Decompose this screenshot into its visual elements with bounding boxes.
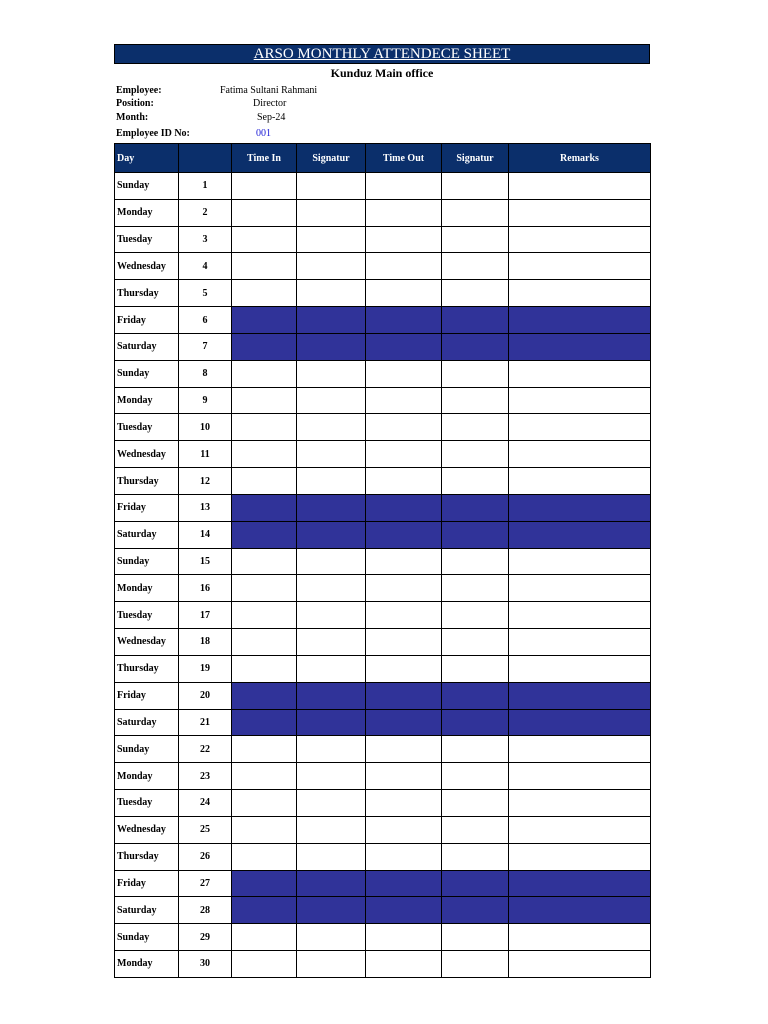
- time-in-cell[interactable]: [232, 709, 297, 736]
- table-row: [115, 629, 651, 656]
- table-row: [115, 816, 651, 843]
- time-in-cell[interactable]: [232, 870, 297, 897]
- signature-in-cell[interactable]: [297, 414, 366, 441]
- day-number-cell: 21: [179, 709, 232, 736]
- time-out-cell[interactable]: [366, 468, 442, 495]
- time-in-cell[interactable]: [232, 682, 297, 709]
- signature-out-cell[interactable]: [442, 468, 509, 495]
- time-out-cell[interactable]: [366, 924, 442, 951]
- day-number-cell: 17: [179, 602, 232, 629]
- table-row: [115, 253, 651, 280]
- signature-in-cell[interactable]: [297, 494, 366, 521]
- table-row: [115, 763, 651, 790]
- day-name-cell: Friday: [115, 870, 179, 897]
- signature-in-cell[interactable]: [297, 602, 366, 629]
- table-row: [115, 468, 651, 495]
- day-name-cell: Saturday: [115, 709, 179, 736]
- day-name-cell: Tuesday: [115, 414, 179, 441]
- day-name-cell: Thursday: [115, 468, 179, 495]
- day-number-cell: 7: [179, 333, 232, 360]
- time-out-cell[interactable]: [366, 709, 442, 736]
- table-row: [115, 360, 651, 387]
- time-out-cell[interactable]: [366, 816, 442, 843]
- table-row: [115, 226, 651, 253]
- table-row: [115, 494, 651, 521]
- day-number-cell: 14: [179, 521, 232, 548]
- remarks-cell[interactable]: [509, 307, 651, 334]
- day-number-cell: 25: [179, 816, 232, 843]
- signature-in-cell[interactable]: [297, 843, 366, 870]
- time-out-cell[interactable]: [366, 199, 442, 226]
- day-name-cell: Wednesday: [115, 816, 179, 843]
- time-in-cell[interactable]: [232, 468, 297, 495]
- time-out-cell[interactable]: [366, 655, 442, 682]
- signature-in-cell[interactable]: [297, 307, 366, 334]
- remarks-cell[interactable]: [509, 226, 651, 253]
- column-header-signature-out: Signatur: [442, 144, 509, 173]
- table-row: [115, 333, 651, 360]
- signature-in-cell[interactable]: [297, 468, 366, 495]
- day-number-cell: 18: [179, 629, 232, 656]
- day-name-cell: Saturday: [115, 333, 179, 360]
- table-row: [115, 521, 651, 548]
- time-in-cell[interactable]: [232, 897, 297, 924]
- table-row: [115, 387, 651, 414]
- day-number-cell: 19: [179, 655, 232, 682]
- signature-in-cell[interactable]: [297, 629, 366, 656]
- column-header-signature-in: Signatur: [297, 144, 366, 173]
- remarks-cell[interactable]: [509, 843, 651, 870]
- position-value: Director: [253, 98, 287, 109]
- signature-out-cell[interactable]: [442, 655, 509, 682]
- signature-out-cell[interactable]: [442, 843, 509, 870]
- signature-out-cell[interactable]: [442, 709, 509, 736]
- time-out-cell[interactable]: [366, 307, 442, 334]
- table-row: [115, 655, 651, 682]
- day-number-cell: 3: [179, 226, 232, 253]
- remarks-cell[interactable]: [509, 575, 651, 602]
- signature-out-cell[interactable]: [442, 951, 509, 978]
- day-name-cell: Thursday: [115, 655, 179, 682]
- remarks-cell[interactable]: [509, 387, 651, 414]
- signature-out-cell[interactable]: [442, 521, 509, 548]
- time-in-cell[interactable]: [232, 816, 297, 843]
- day-number-cell: 6: [179, 307, 232, 334]
- remarks-cell[interactable]: [509, 548, 651, 575]
- time-in-cell[interactable]: [232, 736, 297, 763]
- signature-out-cell[interactable]: [442, 763, 509, 790]
- day-number-cell: 26: [179, 843, 232, 870]
- employee-id-label: Employee ID No:: [116, 128, 190, 139]
- day-number-cell: 22: [179, 736, 232, 763]
- table-row: [115, 199, 651, 226]
- day-name-cell: Monday: [115, 575, 179, 602]
- time-out-cell[interactable]: [366, 360, 442, 387]
- table-row: [115, 414, 651, 441]
- day-number-cell: 1: [179, 173, 232, 200]
- remarks-cell[interactable]: [509, 790, 651, 817]
- remarks-cell[interactable]: [509, 173, 651, 200]
- remarks-cell[interactable]: [509, 602, 651, 629]
- remarks-cell[interactable]: [509, 494, 651, 521]
- time-in-cell[interactable]: [232, 441, 297, 468]
- day-name-cell: Friday: [115, 494, 179, 521]
- time-out-cell[interactable]: [366, 333, 442, 360]
- signature-in-cell[interactable]: [297, 441, 366, 468]
- signature-in-cell[interactable]: [297, 655, 366, 682]
- day-number-cell: 12: [179, 468, 232, 495]
- time-out-cell[interactable]: [366, 790, 442, 817]
- remarks-cell[interactable]: [509, 870, 651, 897]
- signature-out-cell[interactable]: [442, 629, 509, 656]
- remarks-cell[interactable]: [509, 360, 651, 387]
- signature-out-cell[interactable]: [442, 736, 509, 763]
- time-in-cell[interactable]: [232, 360, 297, 387]
- remarks-cell[interactable]: [509, 709, 651, 736]
- day-number-cell: 5: [179, 280, 232, 307]
- table-row: [115, 548, 651, 575]
- signature-out-cell[interactable]: [442, 790, 509, 817]
- signature-in-cell[interactable]: [297, 226, 366, 253]
- time-in-cell[interactable]: [232, 387, 297, 414]
- day-name-cell: Saturday: [115, 521, 179, 548]
- day-name-cell: Thursday: [115, 843, 179, 870]
- day-name-cell: Friday: [115, 682, 179, 709]
- time-in-cell[interactable]: [232, 521, 297, 548]
- column-header-day: Day: [115, 144, 179, 173]
- time-out-cell[interactable]: [366, 494, 442, 521]
- time-out-cell[interactable]: [366, 441, 442, 468]
- column-header-time-in: Time In: [232, 144, 297, 173]
- table-row: [115, 173, 651, 200]
- signature-out-cell[interactable]: [442, 253, 509, 280]
- attendance-table: [114, 143, 651, 978]
- signature-out-cell[interactable]: [442, 333, 509, 360]
- signature-out-cell[interactable]: [442, 414, 509, 441]
- sheet-title: ARSO MONTHLY ATTENDECE SHEET: [114, 44, 650, 64]
- signature-in-cell[interactable]: [297, 682, 366, 709]
- month-value: Sep-24: [257, 112, 286, 123]
- signature-out-cell[interactable]: [442, 441, 509, 468]
- day-name-cell: Sunday: [115, 924, 179, 951]
- remarks-cell[interactable]: [509, 682, 651, 709]
- signature-out-cell[interactable]: [442, 816, 509, 843]
- signature-in-cell[interactable]: [297, 333, 366, 360]
- day-name-cell: Sunday: [115, 173, 179, 200]
- signature-out-cell[interactable]: [442, 360, 509, 387]
- time-out-cell[interactable]: [366, 173, 442, 200]
- signature-out-cell[interactable]: [442, 548, 509, 575]
- time-out-cell[interactable]: [366, 897, 442, 924]
- time-out-cell[interactable]: [366, 682, 442, 709]
- time-out-cell[interactable]: [366, 951, 442, 978]
- signature-out-cell[interactable]: [442, 682, 509, 709]
- time-in-cell[interactable]: [232, 602, 297, 629]
- time-in-cell[interactable]: [232, 843, 297, 870]
- signature-in-cell[interactable]: [297, 521, 366, 548]
- table-row: [115, 602, 651, 629]
- table-row: [115, 441, 651, 468]
- time-in-cell[interactable]: [232, 951, 297, 978]
- day-name-cell: Saturday: [115, 897, 179, 924]
- column-header-time-out: Time Out: [366, 144, 442, 173]
- day-number-cell: 11: [179, 441, 232, 468]
- day-name-cell: Thursday: [115, 280, 179, 307]
- day-number-cell: 29: [179, 924, 232, 951]
- time-out-cell[interactable]: [366, 414, 442, 441]
- day-number-cell: 10: [179, 414, 232, 441]
- time-in-cell[interactable]: [232, 629, 297, 656]
- signature-in-cell[interactable]: [297, 173, 366, 200]
- remarks-cell[interactable]: [509, 736, 651, 763]
- employee-value: Fatima Sultani Rahmani: [220, 85, 318, 96]
- remarks-cell[interactable]: [509, 414, 651, 441]
- signature-out-cell[interactable]: [442, 226, 509, 253]
- time-in-cell[interactable]: [232, 226, 297, 253]
- signature-in-cell[interactable]: [297, 253, 366, 280]
- time-in-cell[interactable]: [232, 280, 297, 307]
- day-name-cell: Tuesday: [115, 602, 179, 629]
- table-row: [115, 951, 651, 978]
- signature-in-cell[interactable]: [297, 280, 366, 307]
- remarks-cell[interactable]: [509, 199, 651, 226]
- remarks-cell[interactable]: [509, 763, 651, 790]
- time-out-cell[interactable]: [366, 387, 442, 414]
- time-out-cell[interactable]: [366, 843, 442, 870]
- time-in-cell[interactable]: [232, 199, 297, 226]
- time-out-cell[interactable]: [366, 575, 442, 602]
- remarks-cell[interactable]: [509, 816, 651, 843]
- time-out-cell[interactable]: [366, 226, 442, 253]
- time-in-cell[interactable]: [232, 173, 297, 200]
- remarks-cell[interactable]: [509, 280, 651, 307]
- signature-out-cell[interactable]: [442, 870, 509, 897]
- signature-in-cell[interactable]: [297, 736, 366, 763]
- remarks-cell[interactable]: [509, 897, 651, 924]
- remarks-cell[interactable]: [509, 441, 651, 468]
- time-out-cell[interactable]: [366, 280, 442, 307]
- remarks-cell[interactable]: [509, 924, 651, 951]
- day-name-cell: Wednesday: [115, 629, 179, 656]
- signature-in-cell[interactable]: [297, 199, 366, 226]
- time-in-cell[interactable]: [232, 414, 297, 441]
- day-number-cell: 20: [179, 682, 232, 709]
- day-number-cell: 24: [179, 790, 232, 817]
- day-number-cell: 30: [179, 951, 232, 978]
- signature-out-cell[interactable]: [442, 173, 509, 200]
- signature-out-cell[interactable]: [442, 602, 509, 629]
- signature-out-cell[interactable]: [442, 575, 509, 602]
- time-in-cell[interactable]: [232, 790, 297, 817]
- employee-id-value: 001: [256, 128, 271, 139]
- signature-in-cell[interactable]: [297, 951, 366, 978]
- time-in-cell[interactable]: [232, 763, 297, 790]
- signature-out-cell[interactable]: [442, 307, 509, 334]
- signature-in-cell[interactable]: [297, 548, 366, 575]
- column-header-remarks: Remarks: [509, 144, 651, 173]
- signature-in-cell[interactable]: [297, 575, 366, 602]
- day-number-cell: 27: [179, 870, 232, 897]
- table-row: [115, 682, 651, 709]
- day-name-cell: Wednesday: [115, 441, 179, 468]
- day-name-cell: Wednesday: [115, 253, 179, 280]
- day-name-cell: Tuesday: [115, 790, 179, 817]
- time-out-cell[interactable]: [366, 602, 442, 629]
- day-name-cell: Sunday: [115, 736, 179, 763]
- table-row: [115, 280, 651, 307]
- day-number-cell: 4: [179, 253, 232, 280]
- column-header-number: [179, 144, 232, 173]
- remarks-cell[interactable]: [509, 521, 651, 548]
- time-out-cell[interactable]: [366, 870, 442, 897]
- signature-in-cell[interactable]: [297, 360, 366, 387]
- day-number-cell: 8: [179, 360, 232, 387]
- day-number-cell: 15: [179, 548, 232, 575]
- time-out-cell[interactable]: [366, 253, 442, 280]
- signature-out-cell[interactable]: [442, 387, 509, 414]
- remarks-cell[interactable]: [509, 468, 651, 495]
- time-out-cell[interactable]: [366, 736, 442, 763]
- position-label: Position:: [116, 98, 154, 109]
- day-name-cell: Monday: [115, 951, 179, 978]
- table-row: [115, 709, 651, 736]
- day-name-cell: Monday: [115, 763, 179, 790]
- time-in-cell[interactable]: [232, 307, 297, 334]
- signature-in-cell[interactable]: [297, 897, 366, 924]
- signature-out-cell[interactable]: [442, 924, 509, 951]
- table-row: [115, 736, 651, 763]
- signature-out-cell[interactable]: [442, 199, 509, 226]
- day-name-cell: Monday: [115, 387, 179, 414]
- remarks-cell[interactable]: [509, 253, 651, 280]
- signature-in-cell[interactable]: [297, 924, 366, 951]
- office-subtitle: Kunduz Main office: [330, 66, 434, 80]
- table-row: [115, 897, 651, 924]
- time-in-cell[interactable]: [232, 333, 297, 360]
- table-row: [115, 924, 651, 951]
- day-name-cell: Sunday: [115, 360, 179, 387]
- table-row: [115, 307, 651, 334]
- table-row: [115, 575, 651, 602]
- day-name-cell: Monday: [115, 199, 179, 226]
- signature-in-cell[interactable]: [297, 709, 366, 736]
- remarks-cell[interactable]: [509, 333, 651, 360]
- signature-in-cell[interactable]: [297, 387, 366, 414]
- remarks-cell[interactable]: [509, 629, 651, 656]
- table-header-row: [115, 144, 651, 173]
- day-name-cell: Tuesday: [115, 226, 179, 253]
- table-row: [115, 843, 651, 870]
- time-out-cell[interactable]: [366, 763, 442, 790]
- signature-out-cell[interactable]: [442, 897, 509, 924]
- day-name-cell: Sunday: [115, 548, 179, 575]
- month-label: Month:: [116, 112, 149, 123]
- remarks-cell[interactable]: [509, 951, 651, 978]
- remarks-cell[interactable]: [509, 655, 651, 682]
- time-in-cell[interactable]: [232, 575, 297, 602]
- time-out-cell[interactable]: [366, 521, 442, 548]
- time-in-cell[interactable]: [232, 253, 297, 280]
- signature-in-cell[interactable]: [297, 870, 366, 897]
- day-number-cell: 28: [179, 897, 232, 924]
- signature-out-cell[interactable]: [442, 494, 509, 521]
- signature-in-cell[interactable]: [297, 763, 366, 790]
- day-name-cell: Friday: [115, 307, 179, 334]
- signature-in-cell[interactable]: [297, 790, 366, 817]
- day-number-cell: 9: [179, 387, 232, 414]
- time-in-cell[interactable]: [232, 548, 297, 575]
- table-row: [115, 870, 651, 897]
- time-in-cell[interactable]: [232, 924, 297, 951]
- day-number-cell: 13: [179, 494, 232, 521]
- employee-label: Employee:: [116, 85, 162, 96]
- time-out-cell[interactable]: [366, 629, 442, 656]
- signature-in-cell[interactable]: [297, 816, 366, 843]
- time-out-cell[interactable]: [366, 548, 442, 575]
- time-in-cell[interactable]: [232, 655, 297, 682]
- day-number-cell: 2: [179, 199, 232, 226]
- time-in-cell[interactable]: [232, 494, 297, 521]
- day-number-cell: 16: [179, 575, 232, 602]
- day-number-cell: 23: [179, 763, 232, 790]
- signature-out-cell[interactable]: [442, 280, 509, 307]
- table-row: [115, 790, 651, 817]
